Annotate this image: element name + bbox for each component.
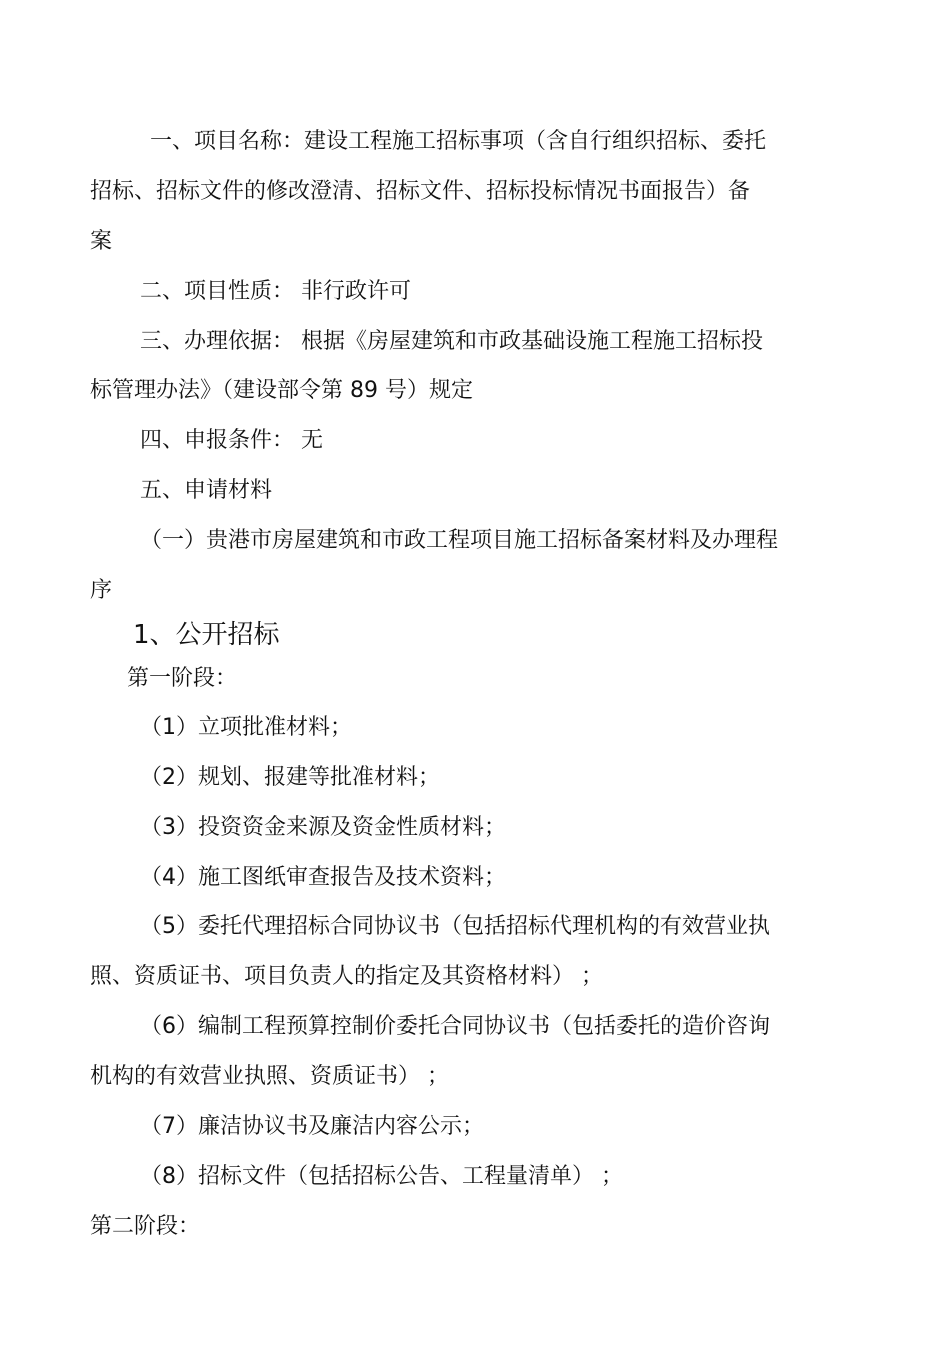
text-line: 案 — [90, 229, 113, 254]
list-item: （2）规划、报建等批准材料； — [140, 765, 440, 790]
text-line: 机构的有效营业执照、资质证书） ； — [90, 1064, 449, 1089]
list-item: （8）招标文件（包括招标公告、工程量清单） ； — [140, 1164, 623, 1189]
list-item: （3）投资资金来源及资金性质材料； — [140, 815, 506, 840]
list-item: （5）委托代理招标合同协议书（包括招标代理机构的有效营业执 — [140, 914, 770, 939]
text-line: 标管理办法》（建设部令第 89 号）规定 — [90, 378, 473, 403]
list-item: （1）立项批准材料； — [140, 715, 352, 740]
text-line: （一）贵港市房屋建筑和市政工程项目施工招标备案材料及办理程 — [140, 528, 779, 553]
text-line: 一、项目名称：建设工程施工招标事项（含自行组织招标、委托 — [150, 129, 767, 154]
text-line: 三、办理依据： 根据《房屋建筑和市政基础设施工程施工招标投 — [140, 329, 763, 354]
list-item: （7）廉洁协议书及廉洁内容公示； — [140, 1114, 484, 1139]
text-line: 第二阶段： — [90, 1214, 201, 1239]
text-line: 招标、招标文件的修改澄清、招标文件、招标投标情况书面报告）备 — [90, 179, 751, 204]
section-heading: 1、公开招标 — [133, 620, 280, 650]
text-line: 序 — [90, 578, 113, 603]
list-item: （4）施工图纸审查报告及技术资料； — [140, 865, 506, 890]
text-line: 第一阶段： — [127, 666, 238, 691]
text-line: 二、项目性质： 非行政许可 — [140, 279, 411, 304]
text-line: 四、申报条件： 无 — [140, 428, 323, 453]
list-item: （6）编制工程预算控制价委托合同协议书（包括委托的造价咨询 — [140, 1014, 770, 1039]
text-line: 照、资质证书、项目负责人的指定及其资格材料） ； — [90, 964, 603, 989]
text-line: 五、申请材料 — [140, 478, 273, 503]
